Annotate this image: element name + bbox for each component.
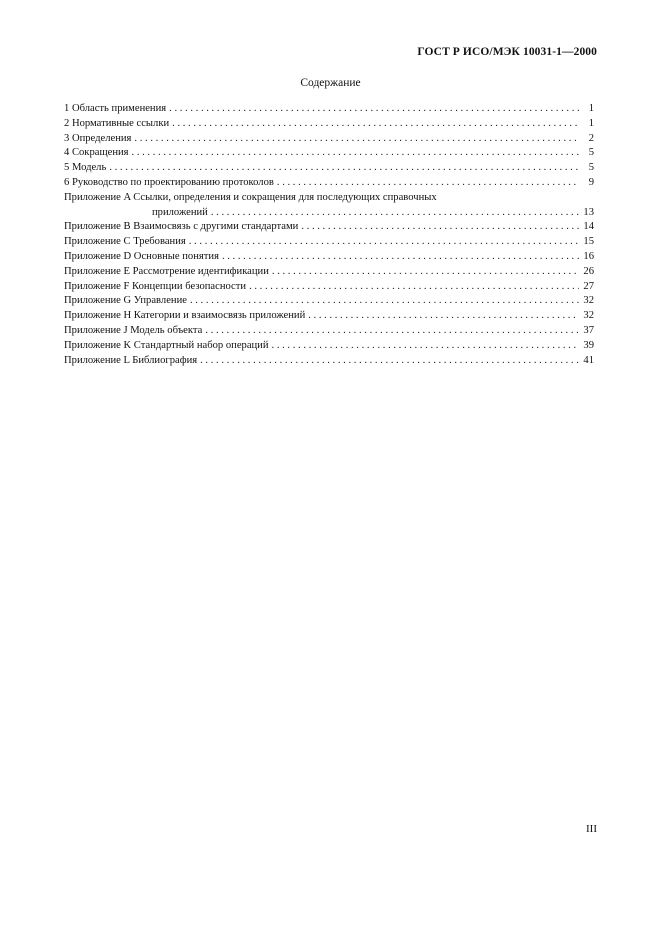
toc-dot-leader: [272, 339, 579, 354]
toc-entry-label: 4 Сокращения: [64, 147, 129, 159]
toc-dot-leader: [211, 206, 579, 221]
toc-entry-label: Приложение L Библиография: [64, 354, 198, 366]
toc-entry-annex-l[interactable]: [64, 354, 594, 369]
table-of-contents: [64, 102, 594, 368]
toc-entry-page: 5: [588, 147, 594, 159]
toc-entry-page: 13: [583, 206, 594, 218]
toc-entry-model[interactable]: [64, 161, 594, 176]
toc-entry-abbreviations[interactable]: [64, 146, 594, 161]
toc-dot-leader: [169, 102, 579, 117]
toc-entry-label: Приложение A Ссылки, определения и сокращения для последующих справочных: [64, 191, 437, 203]
toc-entry-label: 3 Определения: [64, 132, 132, 144]
toc-entry-label: Приложение G Управление: [64, 295, 187, 307]
toc-entry-label: 1 Область применения: [64, 103, 167, 114]
toc-entry-page: 32: [583, 310, 594, 322]
toc-entry-label: 2 Нормативные ссылки: [64, 117, 170, 129]
toc-dot-leader: [132, 146, 579, 161]
toc-entry-annex-d[interactable]: [64, 250, 594, 265]
toc-entry-definitions[interactable]: [64, 132, 594, 147]
toc-entry-page: 26: [583, 265, 594, 277]
toc-dot-leader: [134, 132, 579, 147]
toc-dot-leader: [222, 250, 579, 265]
toc-entry-page: 37: [583, 324, 594, 336]
toc-dot-leader: [308, 309, 579, 324]
toc-entry-normative-references[interactable]: [64, 117, 594, 132]
toc-dot-leader: [109, 161, 579, 176]
toc-entry-annex-j[interactable]: [64, 324, 594, 339]
toc-entry-label: Приложение K Стандартный набор операций: [64, 339, 269, 351]
toc-entry-page: 27: [583, 280, 594, 292]
toc-entry-page: 32: [583, 295, 594, 307]
toc-entry-page: 41: [583, 354, 594, 366]
toc-dot-leader: [272, 265, 579, 280]
page-number: III: [586, 823, 597, 835]
document-standard-id: ГОСТ Р ИСО/МЭК 10031-1—2000: [417, 46, 597, 58]
toc-entry-protocol-design-guide[interactable]: [64, 176, 594, 191]
toc-entry-annex-c[interactable]: [64, 235, 594, 250]
toc-entry-label: Приложение H Категории и взаимосвязь приложений: [64, 310, 306, 322]
toc-title: Содержание: [300, 77, 361, 89]
toc-dot-leader: [190, 294, 579, 309]
toc-entry-label: 6 Руководство по проектированию протоколов: [64, 176, 274, 188]
toc-entry-label-continuation: приложений: [152, 206, 208, 218]
toc-entry-label: Приложение J Модель объекта: [64, 324, 203, 336]
toc-entry-page: 5: [588, 162, 594, 174]
toc-entry-label: Приложение E Рассмотрение идентификации: [64, 265, 269, 277]
toc-entry-page: 14: [583, 221, 594, 233]
toc-dot-leader: [189, 235, 579, 250]
toc-entry-label: 5 Модель: [64, 162, 107, 174]
toc-dot-leader: [249, 280, 579, 295]
toc-dot-leader: [172, 117, 579, 132]
toc-entry-label: Приложение D Основные понятия: [64, 250, 219, 262]
toc-entry-page: 1: [588, 117, 594, 129]
toc-entry-annex-g[interactable]: [64, 294, 594, 309]
toc-entry-page: 39: [583, 339, 594, 351]
toc-entry-scope[interactable]: [64, 102, 594, 117]
toc-entry-label: Приложение C Требования: [64, 236, 186, 248]
toc-entry-annex-h[interactable]: [64, 309, 594, 324]
toc-entry-annex-a[interactable]: [64, 191, 594, 221]
toc-dot-leader: [277, 176, 579, 191]
toc-entry-label: Приложение F Концепции безопасности: [64, 280, 247, 292]
toc-entry-page: 15: [583, 236, 594, 248]
toc-dot-leader: [301, 220, 579, 235]
toc-entry-page: 2: [588, 132, 594, 144]
toc-entry-annex-k[interactable]: [64, 339, 594, 354]
toc-entry-page: 1: [588, 103, 594, 114]
toc-entry-label: Приложение B Взаимосвязь с другими стандартами: [64, 221, 299, 233]
toc-entry-annex-b[interactable]: [64, 220, 594, 235]
toc-dot-leader: [205, 324, 579, 339]
toc-dot-leader: [200, 354, 579, 369]
toc-entry-annex-f[interactable]: [64, 280, 594, 295]
toc-entry-annex-e[interactable]: [64, 265, 594, 280]
toc-entry-page: 16: [583, 250, 594, 262]
toc-entry-page: 9: [588, 176, 594, 188]
